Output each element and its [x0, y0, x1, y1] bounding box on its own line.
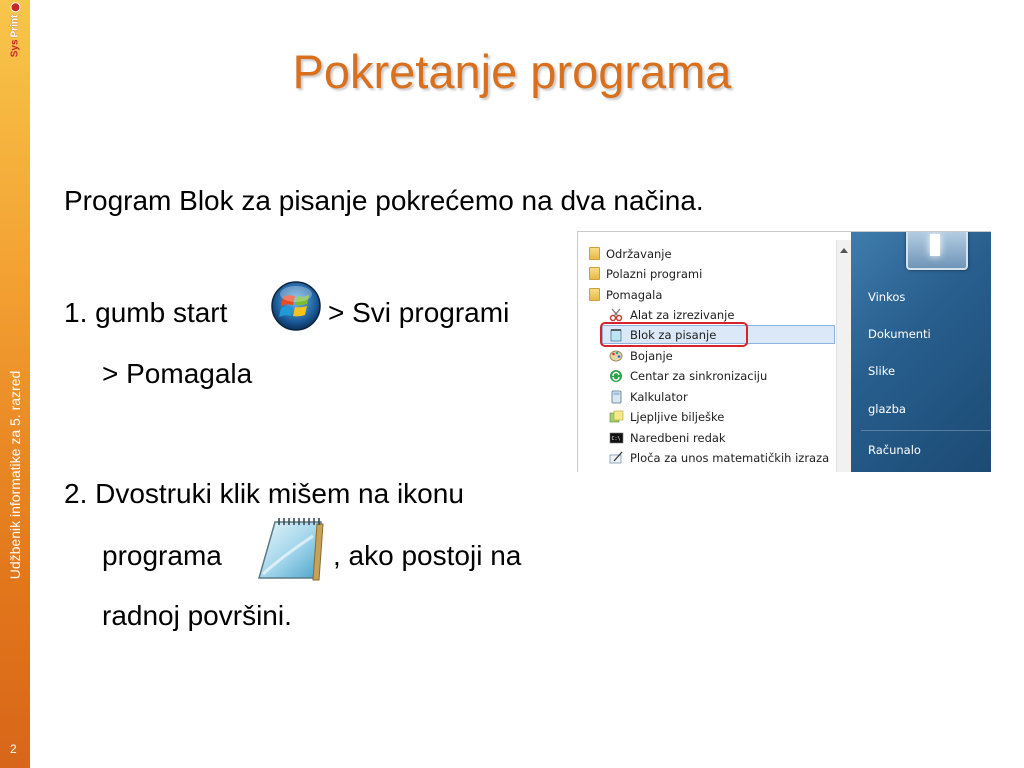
scissors-icon [609, 308, 624, 322]
sticky-notes-icon [609, 410, 624, 424]
logo-text-print: Print [9, 14, 21, 38]
scroll-up-arrow-icon[interactable] [840, 248, 848, 253]
highlight-box [600, 322, 748, 347]
right-item-computer[interactable]: Računalo [868, 443, 921, 457]
start-menu-right-pane [851, 232, 991, 472]
step1-suffix: > Svi programi [328, 297, 510, 328]
list-item[interactable]: Centar za sinkronizaciju [609, 366, 767, 385]
list-item[interactable]: Polazni programi [589, 264, 702, 283]
right-item-music[interactable]: glazba [868, 402, 906, 416]
math-input-icon [609, 451, 624, 465]
folder-icon [589, 247, 600, 260]
windows-start-icon [270, 280, 322, 332]
list-item[interactable]: Kalkulator [609, 387, 688, 406]
step2-line2-prefix: programa [102, 540, 222, 571]
paint-icon [609, 349, 624, 363]
sidebar-vertical-text: Udžbenik informatike za 5. razred [7, 370, 23, 580]
sidebar [0, 0, 30, 768]
intro-text: Program Blok za pisanje pokrećemo na dva načina. [64, 185, 704, 216]
step2-line1: 2. Dvostruki klik mišem na ikonu [64, 478, 464, 509]
sync-icon [609, 369, 624, 383]
step1-line2: > Pomagala [102, 358, 253, 389]
list-item[interactable]: Ploča za unos matematičkih izraza [609, 448, 829, 467]
start-menu-program-list [578, 232, 836, 472]
list-item[interactable]: Pomagala [589, 285, 662, 304]
list-item[interactable]: Alat za izrezivanje [609, 305, 734, 324]
right-item-pictures[interactable]: Slike [868, 364, 896, 378]
svg-text:C:\: C:\ [611, 435, 621, 442]
list-item-notepad[interactable]: Blok za pisanje [609, 325, 716, 344]
list-item[interactable]: C:\ Naredbeni redak [609, 428, 726, 447]
slide-title: Pokretanje programa [292, 45, 732, 98]
scrollbar[interactable] [836, 240, 851, 472]
start-menu-screenshot [577, 231, 991, 472]
list-item[interactable]: Ljepljive bilješke [609, 407, 724, 426]
user-picture[interactable] [906, 231, 968, 270]
separator [861, 430, 991, 431]
command-prompt-icon [609, 431, 624, 445]
calculator-icon [609, 390, 624, 404]
step1-prefix: 1. gumb start [64, 297, 228, 328]
notepad-icon [253, 516, 325, 582]
step2-line3: radnoj površini. [102, 600, 292, 631]
step2-line2-suffix: , ako postoji na [333, 540, 522, 571]
folder-icon [589, 267, 600, 280]
list-item[interactable]: Održavanje [589, 244, 672, 263]
folder-icon [589, 288, 600, 301]
right-item-user[interactable]: Vinkos [868, 290, 906, 304]
page-number: 2 [10, 742, 17, 756]
right-item-documents[interactable]: Dokumenti [868, 327, 931, 341]
logo-dot-icon [10, 3, 20, 13]
logo-text-sys: Sys [9, 39, 21, 58]
list-item[interactable]: Bojanje [609, 346, 673, 365]
